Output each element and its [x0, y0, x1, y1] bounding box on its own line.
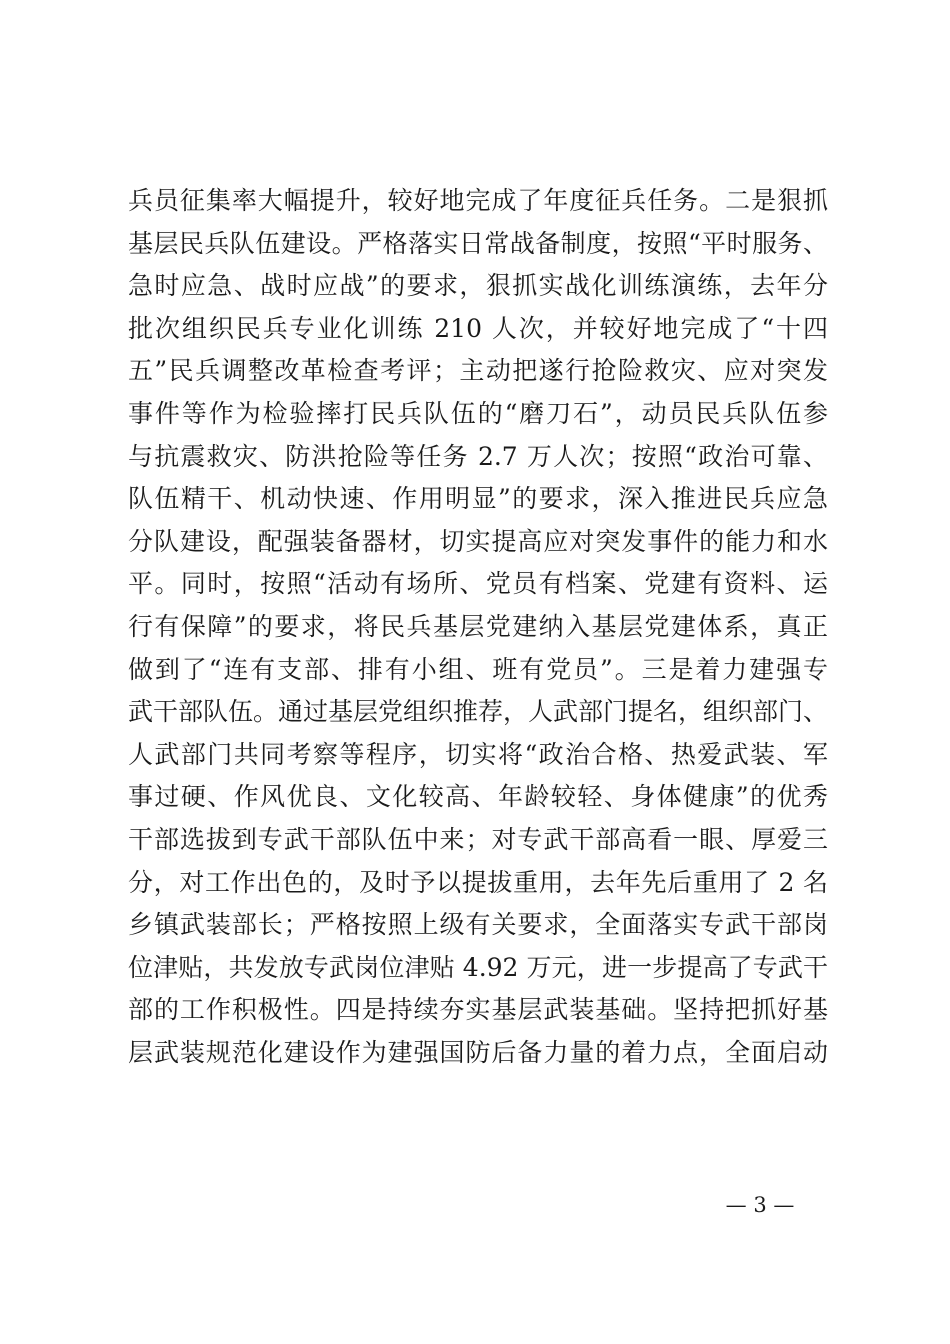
text-line: 行有保障”的要求，将民兵基层党建纳入基层党建体系，真正	[128, 611, 828, 641]
text-line: 分队建设，配强装备器材，切实提高应对突发事件的能力和水	[128, 526, 828, 556]
text-line: 部的工作积极性。四是持续夯实基层武装基础。坚持把抓好基	[128, 995, 828, 1025]
text-line: 平。同时，按照“活动有场所、党员有档案、党建有资料、运	[128, 569, 828, 599]
text-line: 分，对工作出色的，及时予以提拔重用，去年先后重用了 2 名	[128, 867, 828, 897]
text-line: 事件等作为检验摔打民兵队伍的“磨刀石”，动员民兵队伍参	[128, 398, 828, 428]
text-line: 兵员征集率大幅提升，较好地完成了年度征兵任务。二是狠抓	[128, 186, 828, 215]
text-line: 与抗震救灾、防洪抢险等任务 2.7 万人次；按照“政治可靠、	[128, 441, 828, 471]
text-line: 基层民兵队伍建设。严格落实日常战备制度，按照“平时服务、	[128, 228, 828, 258]
text-line: 队伍精干、机动快速、作用明显”的要求，深入推进民兵应急	[128, 484, 828, 514]
text-line: 事过硬、作风优良、文化较高、年龄较轻、身体健康”的优秀	[128, 782, 828, 812]
text-line: 人武部门共同考察等程序，切实将“政治合格、热爱武装、军	[128, 739, 828, 769]
text-line: 批次组织民兵专业化训练 210 人次，并较好地完成了“十四	[128, 313, 828, 343]
text-line: 做到了“连有支部、排有小组、班有党员”。三是着力建强专	[128, 654, 828, 684]
text-line: 武干部队伍。通过基层党组织推荐，人武部门提名，组织部门、	[128, 697, 828, 727]
text-line: 层武装规范化建设作为建强国防后备力量的着力点，全面启动	[128, 1037, 828, 1067]
text-line: 五”民兵调整改革检查考评；主动把遂行抢险救灾、应对突发	[128, 356, 828, 386]
text-line: 干部选拔到专武干部队伍中来；对专武干部高看一眼、厚爱三	[128, 824, 828, 854]
text-line: 乡镇武装部长；严格按照上级有关要求，全面落实专武干部岗	[128, 910, 828, 940]
text-line: 位津贴，共发放专武岗位津贴 4.92 万元，进一步提高了专武干	[128, 952, 828, 982]
page-number: — 3 —	[725, 1193, 795, 1217]
text-line: 急时应急、战时应战”的要求，狠抓实战化训练演练，去年分	[128, 271, 828, 301]
body-text	[128, 180, 828, 1074]
